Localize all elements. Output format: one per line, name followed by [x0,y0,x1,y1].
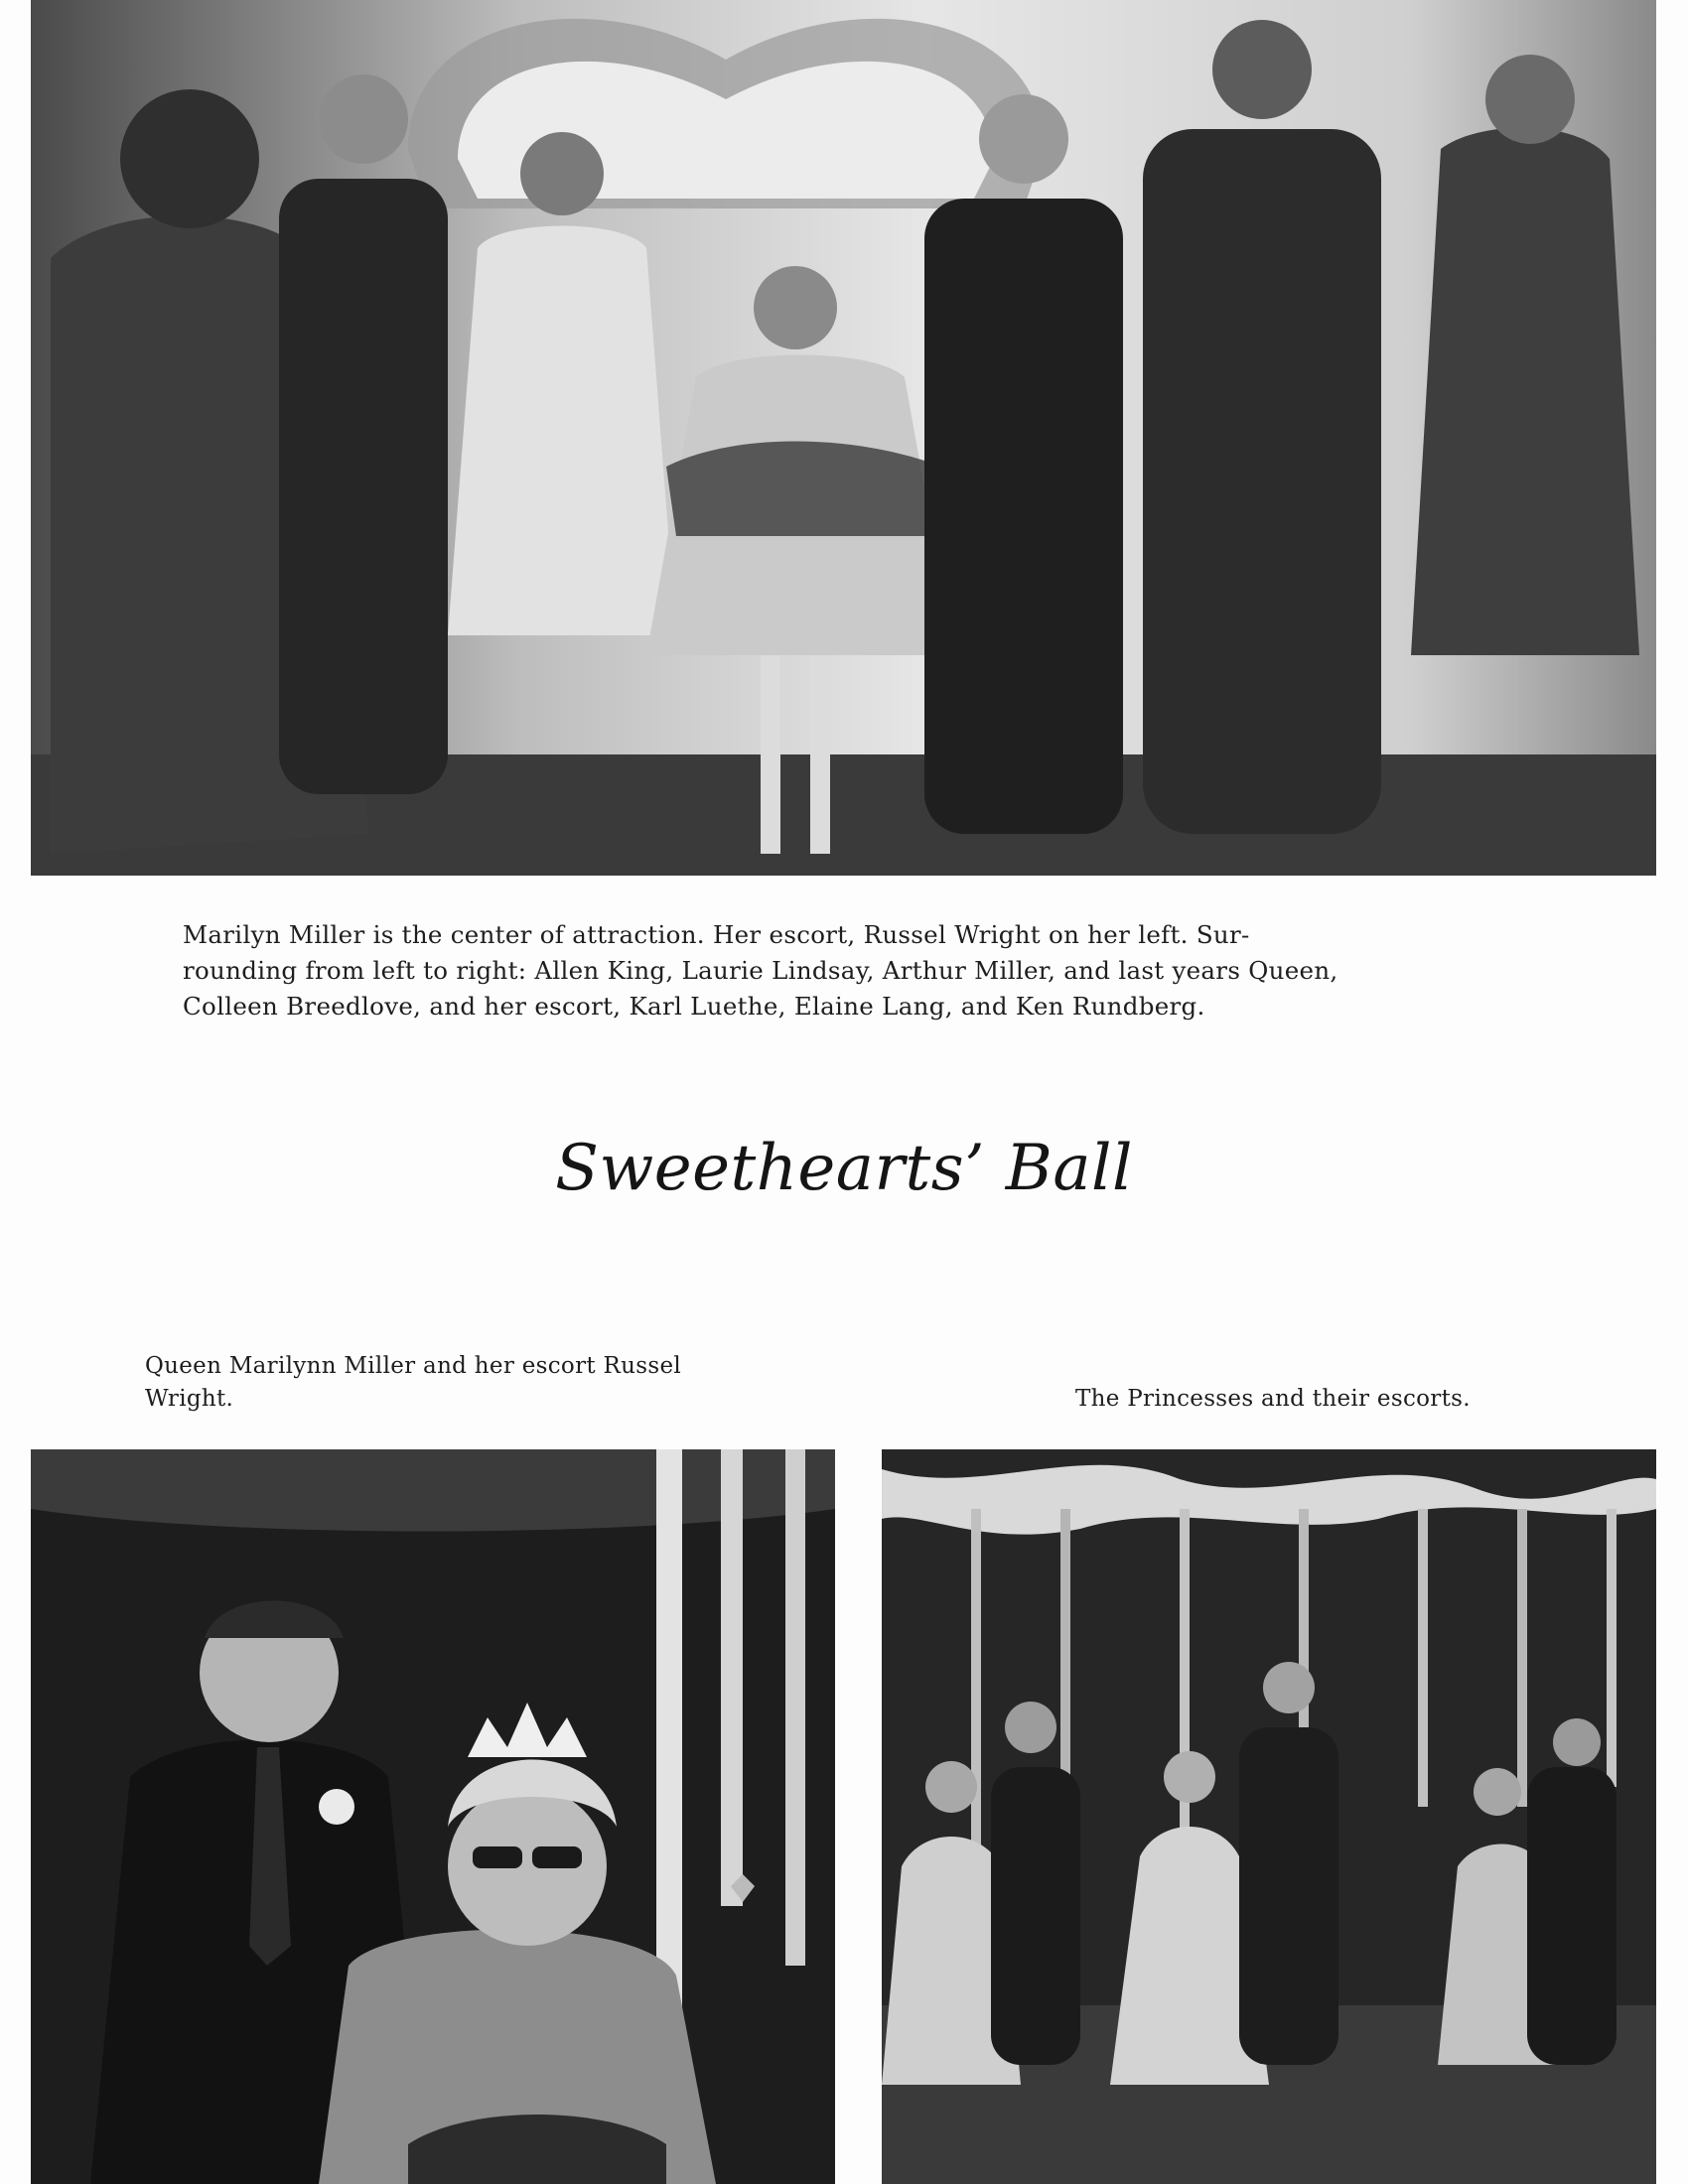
princesses-photo [882,1449,1656,2184]
coronation-group-illustration [31,0,1656,876]
queen-and-escort-photo [31,1449,835,2184]
coronation-caption: Marilyn Miller is the center of attraction. Her escort, Russel Wright on her left. Sur- rounding from left to right: Allen King, Laurie Lindsay, Arthur Miller, and last years Queen, Colleen Breedlove, and her escort, Karl Luethe, Elaine Lang, and Ken Rundberg. [183,920,1338,1021]
page-title: Sweethearts’ Ball [555,1132,1133,1205]
princesses-illustration [882,1449,1656,2184]
queen-caption: Queen Marilynn Miller and her escort Russel Wright. [145,1353,682,1412]
queen-and-escort-illustration [31,1449,835,2184]
coronation-group-photo [31,0,1656,876]
princesses-caption: The Princesses and their escorts. [1075,1386,1471,1412]
